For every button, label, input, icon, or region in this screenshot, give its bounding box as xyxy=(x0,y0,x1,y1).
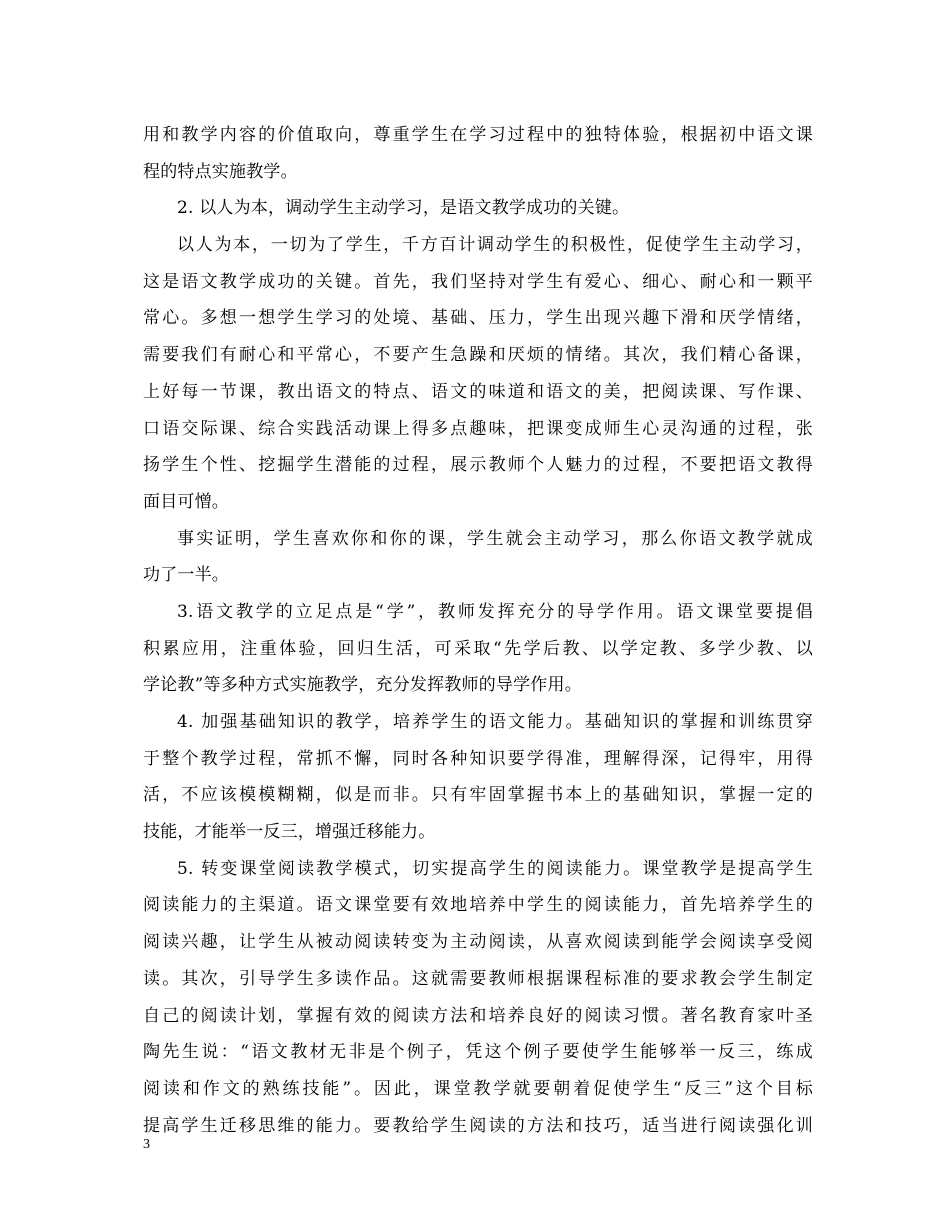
text-line: 面目可憎。 xyxy=(143,491,229,512)
text-line: 自己的阅读计划，掌握有效的阅读方法和培养良好的阅读习惯。著名教育家叶圣 xyxy=(143,1005,813,1026)
text-line: 陶先生说：“语文教材无非是个例子，凭这个例子要使学生能够举一反三，练成 xyxy=(143,1042,813,1063)
text-line: 需要我们有耐心和平常心，不要产生急躁和厌烦的情绪。其次，我们精心备课， xyxy=(143,345,813,366)
text-line: 这是语文教学成功的关键。首先，我们坚持对学生有爱心、细心、耐心和一颗平 xyxy=(143,271,813,292)
text-line: 4. 加强基础知识的教学，培养学生的语文能力。基础知识的掌握和训练贯穿 xyxy=(177,712,813,732)
text-line: 积累应用，注重体验，回归生活，可采取“先学后教、以学定教、多学少教、以 xyxy=(143,638,813,659)
text-line: 阅读兴趣，让学生从被动阅读转变为主动阅读，从喜欢阅读到能学会阅读享受阅 xyxy=(143,932,813,953)
page-number: 3 xyxy=(143,1137,150,1152)
text-line: 口语交际课、综合实践活动课上得多点趣味，把课变成师生心灵沟通的过程，张 xyxy=(143,418,813,439)
text-line: 5. 转变课堂阅读教学模式，切实提高学生的阅读能力。课堂教学是提高学生 xyxy=(177,858,813,879)
text-line: 阅读能力的主渠道。语文课堂要有效地培养中学生的阅读能力，首先培养学生的 xyxy=(143,895,813,916)
text-line: 程的特点实施教学。 xyxy=(143,161,298,182)
text-line: 读。其次，引导学生多读作品。这就需要教师根据课程标准的要求教会学生制定 xyxy=(143,968,813,989)
text-line: 提高学生迁移思维的能力。要教给学生阅读的方法和技巧，适当进行阅读强化训 xyxy=(143,1115,813,1136)
text-line: 扬学生个性、挖掘学生潜能的过程，展示教师个人魅力的过程，不要把语文教得 xyxy=(143,455,813,476)
text-line: 功了一半。 xyxy=(143,565,229,586)
text-line: 以人为本，一切为了学生，千方百计调动学生的积极性，促使学生主动学习， xyxy=(177,235,813,256)
text-line: 用和教学内容的价值取向，尊重学生在学习过程中的独特体验，根据初中语文课 xyxy=(143,125,813,145)
text-line: 3.语文教学的立足点是“学”，教师发挥充分的导学作用。语文课堂要提倡 xyxy=(177,601,813,622)
text-line: 上好每一节课，教出语文的特点、语文的味道和语文的美，把阅读课、写作课、 xyxy=(143,381,813,402)
document-body xyxy=(143,117,813,1144)
text-line: 学论教”等多种方式实施教学，充分发挥教师的导学作用。 xyxy=(143,675,582,696)
text-line: 2. 以人为本，调动学生主动学习，是语文教学成功的关键。 xyxy=(177,198,630,219)
text-line: 活，不应该模模糊糊，似是而非。只有牢固掌握书本上的基础知识，掌握一定的 xyxy=(143,785,813,806)
text-line: 事实证明，学生喜欢你和你的课，学生就会主动学习，那么你语文教学就成 xyxy=(177,528,813,549)
text-line: 于整个教学过程，常抓不懈，同时各种知识要学得准，理解得深，记得牢，用得 xyxy=(143,748,813,769)
text-line: 阅读和作文的熟练技能”。因此，课堂教学就要朝着促使学生“反三”这个目标 xyxy=(143,1078,813,1099)
text-line: 常心。多想一想学生学习的处境、基础、压力，学生出现兴趣下滑和厌学情绪， xyxy=(143,308,813,329)
text-line: 技能，才能举一反三，增强迁移能力。 xyxy=(143,822,436,843)
